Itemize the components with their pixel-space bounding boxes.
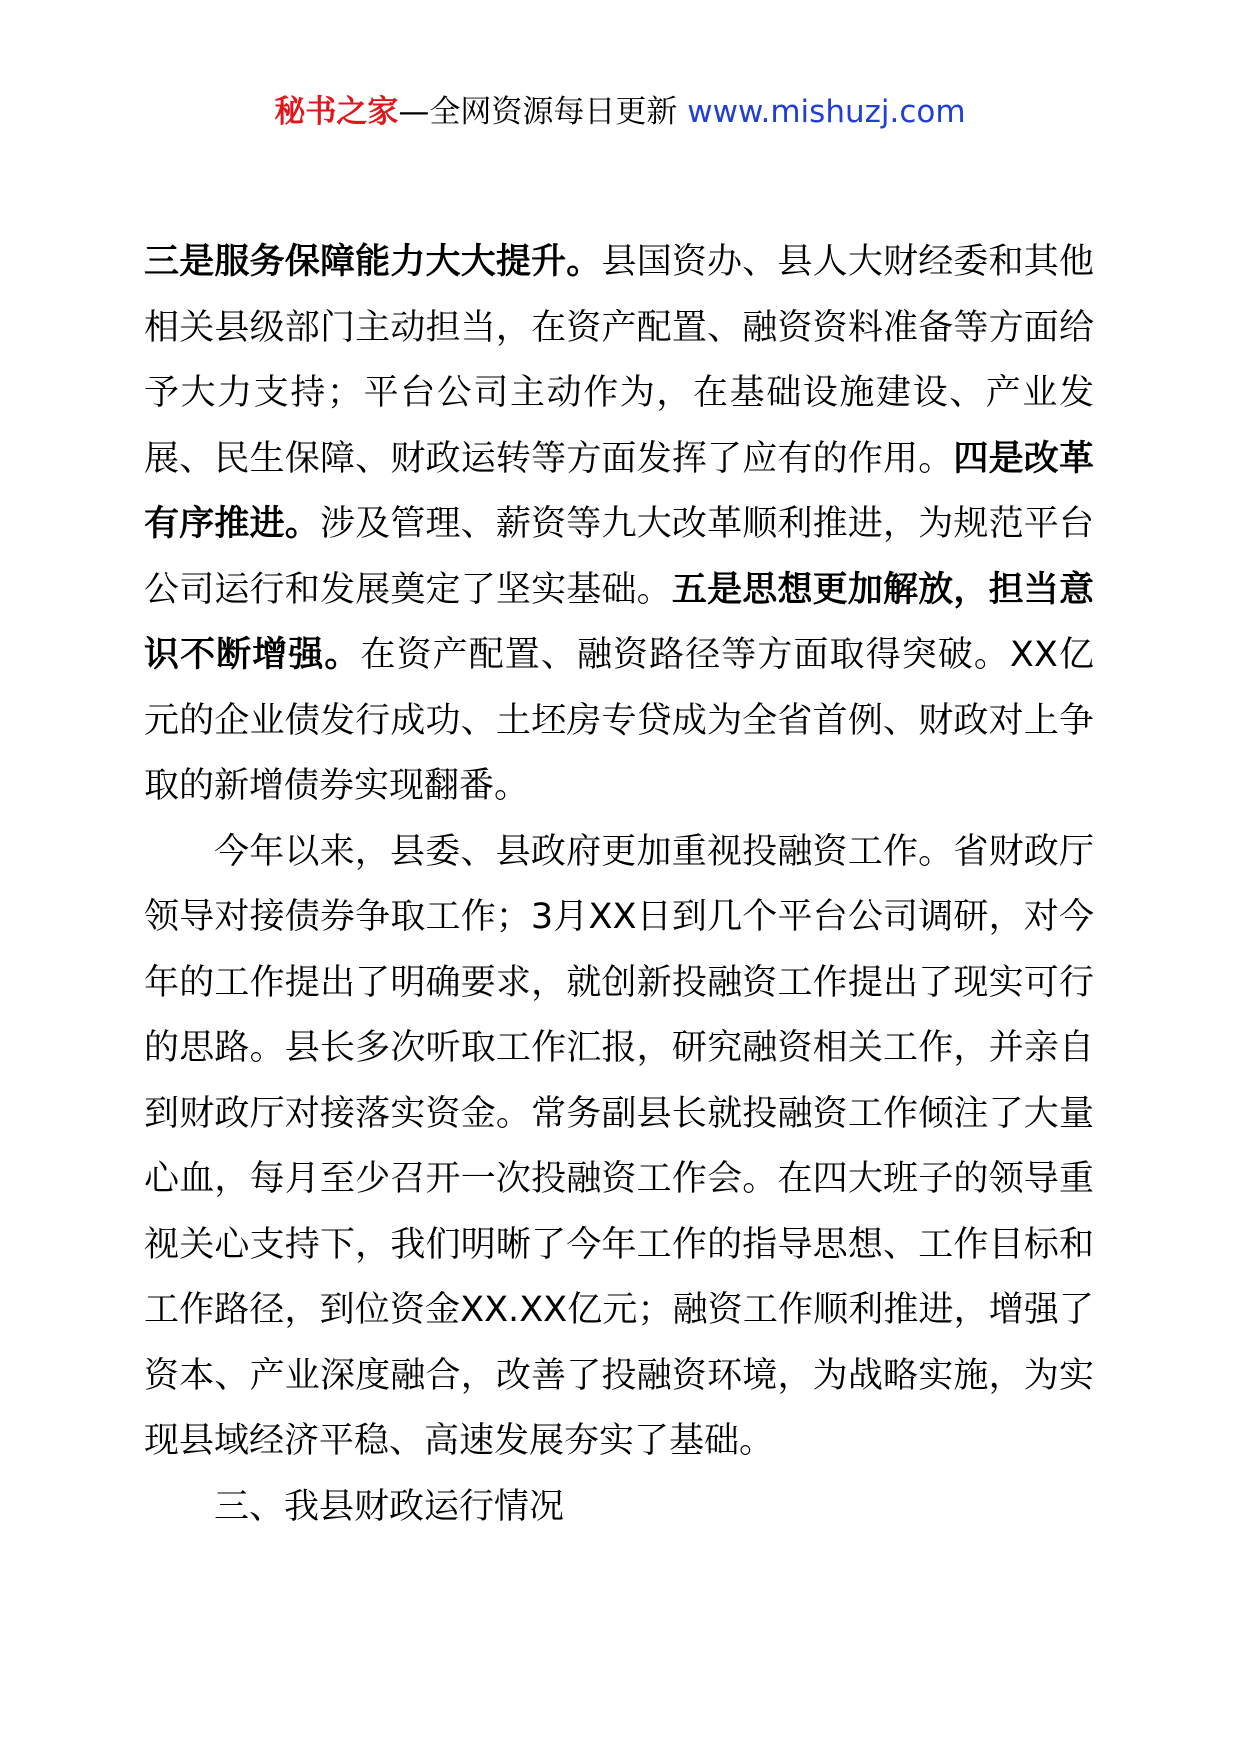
bold-heading-four: 四是改革有序推进。 xyxy=(144,438,1094,544)
bold-heading-five: 五是思想更加解放，担当意识不断增强。 xyxy=(144,569,1094,675)
paragraph-text: 涉及管理、薪资等九大改革顺利推进，为规范平台公司运行和发展奠定了坚实基础。 xyxy=(144,504,1094,610)
paragraph-achievements xyxy=(144,230,1094,820)
paragraph-text: 在资产配置、融资路径等方面取得突破。XX亿元的企业债发行成功、土坯房专贷成为全省首例、财政对上争取的新增债券实现翻番。 xyxy=(144,635,1094,806)
paragraph-this-year xyxy=(144,820,1094,1475)
page-header xyxy=(0,92,1240,132)
paragraph-text: 县国资办、县人大财经委和其他相关县级部门主动担当，在资产配置、融资资料准备等方面给予大力支持；平台公司主动作为，在基础设施建设、产业发展、民生保障、财政运转等方面发挥了应有的作用。 xyxy=(144,242,1094,479)
header-url-link[interactable]: www.mishuzj.com xyxy=(687,94,966,130)
section-heading-fiscal xyxy=(144,1475,1094,1541)
bold-heading-three: 三是服务保障能力大大提升。 xyxy=(144,242,602,282)
section-heading-text: 三、我县财政运行情况 xyxy=(214,1486,565,1527)
paragraph-text: 今年以来，县委、县政府更加重视投融资工作。省财政厅领导对接债券争取工作；3月XX日到几个平台公司调研，对今年的工作提出了明确要求，就创新投融资工作提出了现实可行的思路。县长多次听取工作汇报，研究融资相关工作，并亲自到财政厅对接落实资金。常务副县长就投融资工作倾注了大量心血，每月至少召开一次投融资工作会。在四大班子的领导重视关心支持下，我们明晰了今年工作的指导思想、工作目标和工作路径，到位资金XX.XX亿元；融资工作顺利推进，增强了资本、产业深度融合，改善了投融资环境，为战略实施，为实现县域经济平稳、高速发展夯实了基础。 xyxy=(144,831,1094,1461)
header-slogan: —全网资源每日更新 xyxy=(398,94,678,130)
document-body xyxy=(144,230,1094,1540)
brand-name: 秘书之家 xyxy=(274,94,399,130)
